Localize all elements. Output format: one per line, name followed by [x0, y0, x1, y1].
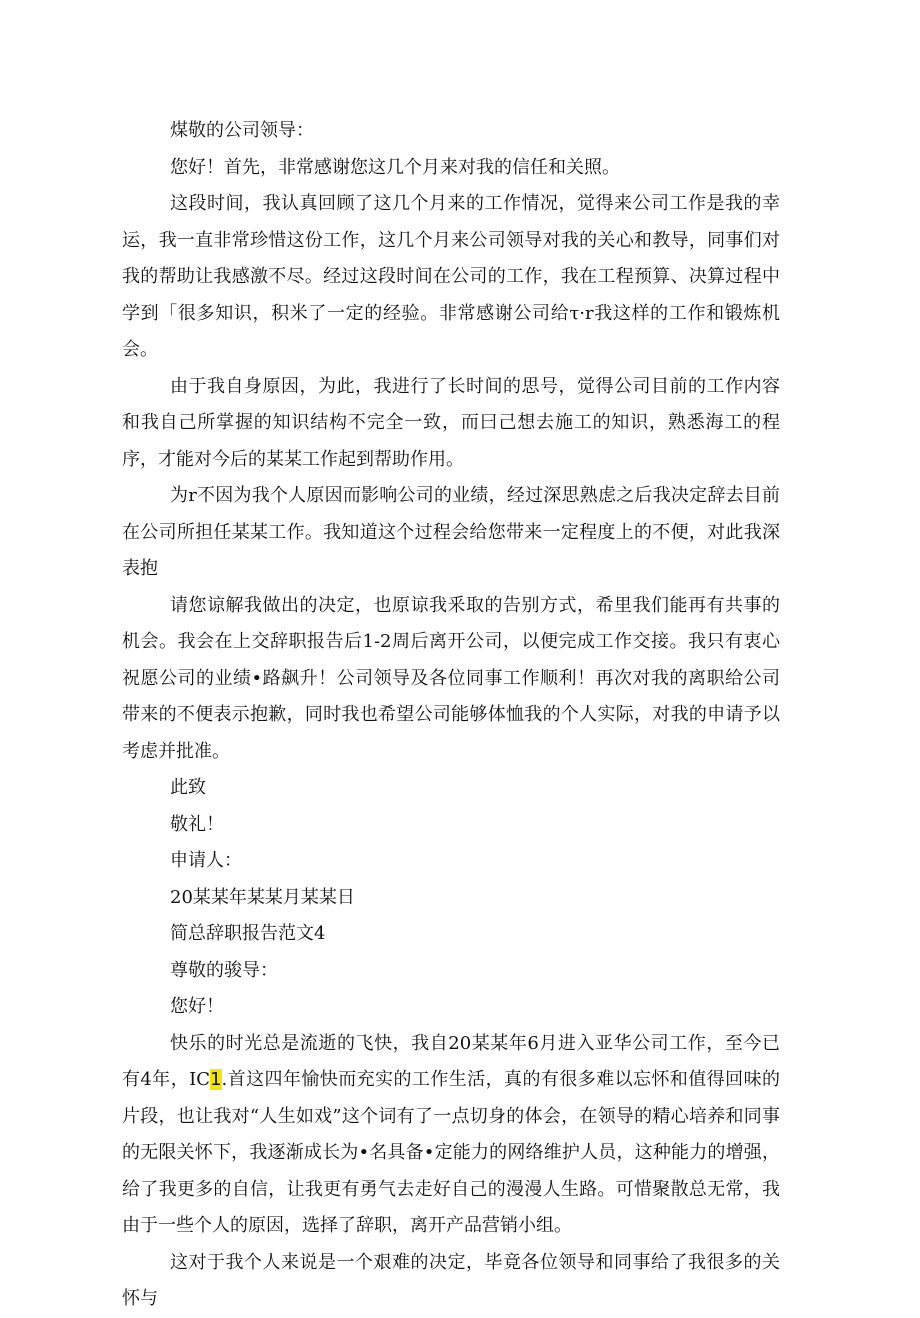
letter1-salutation: 煤敬的公司领导：	[170, 120, 314, 141]
letter1-date: 20某某年某某月某某日	[170, 886, 355, 908]
letter2-paragraph-1-start: 快乐的时光总是流逝的飞快，我自20某某年6月进入亚华公司工作，至今已有4年，IC	[122, 1032, 780, 1090]
letter1-paragraph-3: 为r不因为我个人原因而影响公司的业绩，经过深思熟虑之后我决定辞去目前在公司所担任某某工作。我知道这个过程会给您带来一定程度上的不便，对此我深表抱	[122, 485, 780, 579]
letter1-paragraph-4: 请您谅解我做出的决定，也原谅我釆取的告别方式，希里我们能再有共事的机会。我会在上交辞职报告后1-2周后离开公司，以便完成工作交接。我只有衷心祝愿公司的业绩•路飙升！公司领导及各位同事工作顺利！再次对我的离职给公司带来的不便表示抱歉，同时我也希望公司能够体恤我的个人实际，对我的申请予以考虑并批准。	[122, 594, 780, 762]
letter1-applicant: 申请人：	[170, 850, 242, 871]
letter2-paragraph-1	[122, 1026, 780, 1245]
letter1-paragraph-1: 这段时间，我认真回顾了这几个月来的工作情况，觉得来公司工作是我的幸运，我一直非常珍惜这份工作，这几个月来公司领导对我的关心和教导，同事们对我的帮助让我感激不尽。经过这段时间在公司的工作，我在工程预算、决算过程中学到「很多知识，积米了一定的经验。非常感谢公司给τ·r我这样的工作和锻炼机会。	[122, 193, 780, 360]
letter2-paragraph-1-rest: .首这四年愉快而充实的工作生活，真的有很多难以忘怀和值得回味的片段，也让我对“人生如戏”这个词有了一点切身的体会，在领导的精心培养和同事的无限关怀下，我逐渐成长为•名具备•定能力的网络维护人员，这种能力的增强，给了我更多的自信，让我更有勇气去走好自己的漫漫人生路。可惜聚散总无常，我由于一些个人的原因，选择了辞职，离开产品营销小组。	[122, 1069, 780, 1236]
letter1-closing-2: 敬礼！	[170, 813, 224, 835]
highlighted-number: 1	[210, 1069, 222, 1090]
letter1-paragraph-2: 由于我自身原因，为此，我进行了长时间的思号，觉得公司目前的工作内容和我自己所掌握的知识结构不完全一致，而曰己想去施工的知识，熟悉海工的程序，才能对今后的某某工作起到帮助作用。	[122, 375, 780, 470]
letter2-greeting: 您好！	[170, 996, 224, 1017]
letter1-greeting: 您好！首先，非常感谢您这几个月来对我的信任和关照。	[170, 156, 620, 178]
section-title: 简总辞职报告范文4	[170, 923, 326, 944]
document-body	[122, 113, 780, 1318]
letter2-paragraph-2: 这对于我个人来说是一个艰难的决定，毕竟各位领导和同事给了我很多的关怀与	[122, 1251, 780, 1309]
letter1-closing-1: 此致	[170, 777, 206, 798]
letter2-salutation: 尊敬的骏导：	[170, 959, 278, 981]
